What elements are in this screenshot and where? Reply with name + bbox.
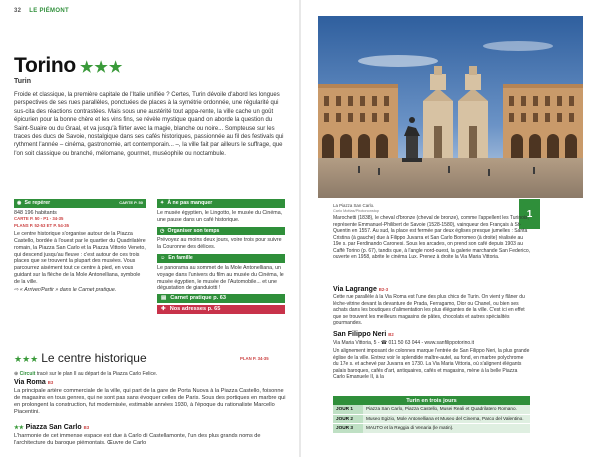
highlights-text: Le musée égyptien, le Lingotto, le musée du Cinéma, une pause dans un café historique. (157, 209, 283, 223)
itinerary-text: Museo Egizio, Mole Antonelliana et Museo del Cinema, Parco del Valentino. (363, 415, 530, 424)
section-title: Le centre historique (41, 351, 147, 365)
highlights-title: À ne pas manquer (167, 200, 213, 206)
itinerary-box (333, 396, 530, 434)
schedule-title: Organiser son temps (167, 227, 220, 234)
addresses-link[interactable] (157, 305, 285, 314)
piazza-san-carlo-image (318, 16, 583, 198)
see-also (14, 287, 146, 294)
san-carlo-heading (14, 424, 89, 431)
carte-ref: CARTE P. 50 - P1 - 34-35 (14, 216, 64, 222)
piazza-photo (318, 16, 583, 198)
itinerary-text: MAUTO et la Reggia di Venaria (le matin). (363, 424, 530, 433)
orientation-ref: CARTE P. 50 (119, 200, 143, 205)
san-carlo-title: Piazza San Carlo (25, 424, 82, 431)
lagrange-text: Cette rue parallèle à la Via Roma est l'une des plus chics de Turin. On vient y flâner du lèche-vitrine devant la devanture de Prada, Ferragamo, Dior ou Chanel, ou bien ses achats dans les boutiques d'alimentation les plus élégantes de la ville. C'est ici en effet que se trouvent les meilleurs magasins de pâtes, chocolats et autres spécialités gourmandes. (333, 294, 525, 326)
via-roma-text: La principale artère commerciale de la ville, qui part de la gare de Porta Nuova à la Piazza Castello, foisonne de magasins en tous genres, qui ne sont pas sans évoquer celles de Paris. Sous des portiques en marbre qui en prolongent la construction, fut modernisée, estimable années 1930, à l'époque du rationaliste Marcello Piacentini. (14, 388, 286, 416)
circuit-text: tracé sur le plan II au départ de la Piazza Carlo Felice. (36, 371, 158, 377)
rating-stars: ★★★ (79, 59, 124, 76)
chapter-tab: 1 (519, 199, 540, 229)
circuit-label: Circuit (19, 371, 36, 377)
star-icon: ✦ (160, 200, 165, 206)
photo-credit: Carlo Mottas/Photononstop (333, 208, 380, 213)
carnet-link[interactable] (157, 294, 285, 303)
san-filippo-title: San Filippo Neri (333, 331, 387, 338)
san-carlo-ref: B3 (83, 425, 90, 430)
family-header (157, 254, 285, 263)
schedule-text: Prévoyez au moins deux jours, voire trois pour suivre la Couronne des délices. (157, 237, 282, 251)
via-roma-ref: B3 (47, 380, 54, 385)
family-text: Le panorama au sommet de la Mole Antonelliana, un voyage dans l'univers du film au musée du Cinéma, le musée égyptien, le musée de l'Automobile... et une dégustation de gianduiotti ! (157, 264, 284, 292)
clock-icon: ◷ (160, 227, 165, 234)
san-filippo-info: Via Maria Vittoria, 5 - ☎ 011 50 63 044 - www.sanfilippotorino.it (333, 340, 475, 346)
itinerary-header: Turin en trois jours (333, 396, 530, 405)
caption-text: La Piazza San Carlo. (333, 203, 375, 208)
fork-icon: ✚ (161, 306, 166, 313)
plans-ref: PLANS P. 52-53 ET P. 54-35 (14, 223, 70, 229)
lagrange-heading (333, 286, 388, 293)
san-carlo-text: L'harmonie de cet immense espace est due à Carlo di Castellamonte, l'un des plus grands noms de l'architecture du baroque piémontais. Œuvre de Carlo (14, 433, 261, 447)
population: 848 196 habitants (14, 209, 57, 216)
schedule-header (157, 227, 285, 236)
page-number: 32 (14, 8, 22, 14)
walk-icon: ⊕ (14, 371, 20, 377)
addresses-label: Nos adresses p. 65 (169, 306, 221, 313)
san-filippo-ref: B2 (388, 332, 394, 337)
orientation-title: Se repérer (24, 200, 51, 206)
section-stars: ★★★ (14, 354, 39, 364)
via-roma-title: Via Roma (14, 379, 46, 386)
section-plan-ref: PLAN P. 34-35 (240, 356, 269, 361)
carnet-label: Carnet pratique p. 63 (170, 295, 226, 302)
arrow-icon: ⇨ (14, 287, 20, 294)
itinerary-row (333, 424, 530, 434)
san-filippo-text: Un alignement imposant de colonnes marque l'entrée de San Filippo Neri, la plus grande église de la ville. Entrez voir le splendide maître-autel, au fond, en marbre polychrome du 17e s. et achevé par Juvarra en 1730. La Via Maria Vittoria, où s'alignent élégants palais baroques, cafés d'art, antiquaires, cafés et magasins, mène à la belle Piazza Carlo Emanuele II, à la (333, 348, 530, 380)
page-title (14, 54, 123, 78)
section-name: LE PIÉMONT (29, 8, 69, 14)
lagrange-ref: B2-3 (378, 287, 389, 292)
highlights-header (157, 199, 285, 208)
via-roma-heading (14, 379, 53, 386)
book-icon: ▤ (161, 295, 167, 302)
city-name: Torino (14, 54, 76, 77)
itinerary-day: JOUR 2 (333, 415, 363, 424)
see-also-text: « Arriver/Partir » dans le Carnet pratique. (19, 287, 117, 294)
itinerary-row (333, 415, 530, 425)
family-icon: ☺ (160, 255, 166, 262)
itinerary-day: JOUR 3 (333, 424, 363, 433)
orientation-header (14, 199, 146, 208)
city-subtitle: Turin (14, 78, 31, 85)
photo-caption (333, 203, 379, 214)
orientation-text: Le centre historique s'organise autour de la Piazza Castello, bordée à l'ouest par le quartier du Quadrilatère romain, la Piazza San Carlo et la Piazza Vittorio Veneto, qui descend jusqu'au fleuve : c'est autour de ces trois places que se trouvent la plupart des musées. Vous parcourrez aisément tout ce centre à pied, en vous guidant sur la flèche de la Mole Antonelliana, symbole de la ville. (14, 230, 146, 286)
lagrange-title: Via Lagrange (333, 286, 377, 293)
san-carlo-stars: ★★ (14, 425, 24, 431)
highlights-column (157, 199, 285, 314)
san-filippo-heading (333, 331, 394, 338)
right-intro-text: Marochetti (1838), le cheval d'bronze (cheval de bronze), comme l'appellent les Turinois, représente Emmanuel-Philibert de Savoie (1528-1580), vainqueur des Français à St-Quentin en 1557. Au sud, la place est fermée par deux églises presque jumelles : Santa Cristina (à gauche) due à Filippo Juvarra et San Carlo Borromeo (à droite) réalisée au 19e s. par Ferdinando Caronesi. Sous les arcades, on prend son café depuis 1903 au Caffè Torino (p. 67), tandis que, à l'angle nord-ouest, la galerie marchande San Federico, ouverte en 1958, abrite le cinéma Lux. Prenez à droite la Via Maria Vittoria. (333, 215, 530, 260)
itinerary-text: Piazza San Carlo, Piazza Castello, Musei Reali et Quadrilatero Romano. (363, 405, 530, 414)
running-header (14, 8, 69, 14)
itinerary-day: JOUR 1 (333, 405, 363, 414)
map-icon: ◉ (17, 200, 22, 206)
section-heading (14, 351, 147, 365)
itinerary-row (333, 405, 530, 415)
book-gutter (299, 0, 301, 457)
family-title: En famille (168, 255, 193, 262)
intro-paragraph: Froide et classique, la première capitale de l'Italie unifiée ? Certes, Turin dévoile d'abord les longues perspectives de ses rues parallèles, ponctuées de places à la symétrie ordonnée, une régularité qui sus-cita des réactions contrastées. Mais sous une austérité tout appa-rente, la ville cache un goût épicurien pour la bonne chère et les vins fins, se révèle mystique quand on aborde la question du Saint-Suaire ou du Graal, et va jusqu'à flirter avec la magie, blanche ou noire... Sompteuse sur les traces des ducs de Savoie, nostalgique dans ses cafés historiques, passionnée au fil des festivals qui rythment l'année – cinéma, gastronomie, art contemporain... –, la ville fait par ailleurs le suffrage, que l'on soit classique ou branché, mélomane, gourmet, muséophile ou noctambule. (14, 92, 284, 157)
circuit-line (14, 371, 157, 377)
orientation-box (14, 199, 146, 294)
